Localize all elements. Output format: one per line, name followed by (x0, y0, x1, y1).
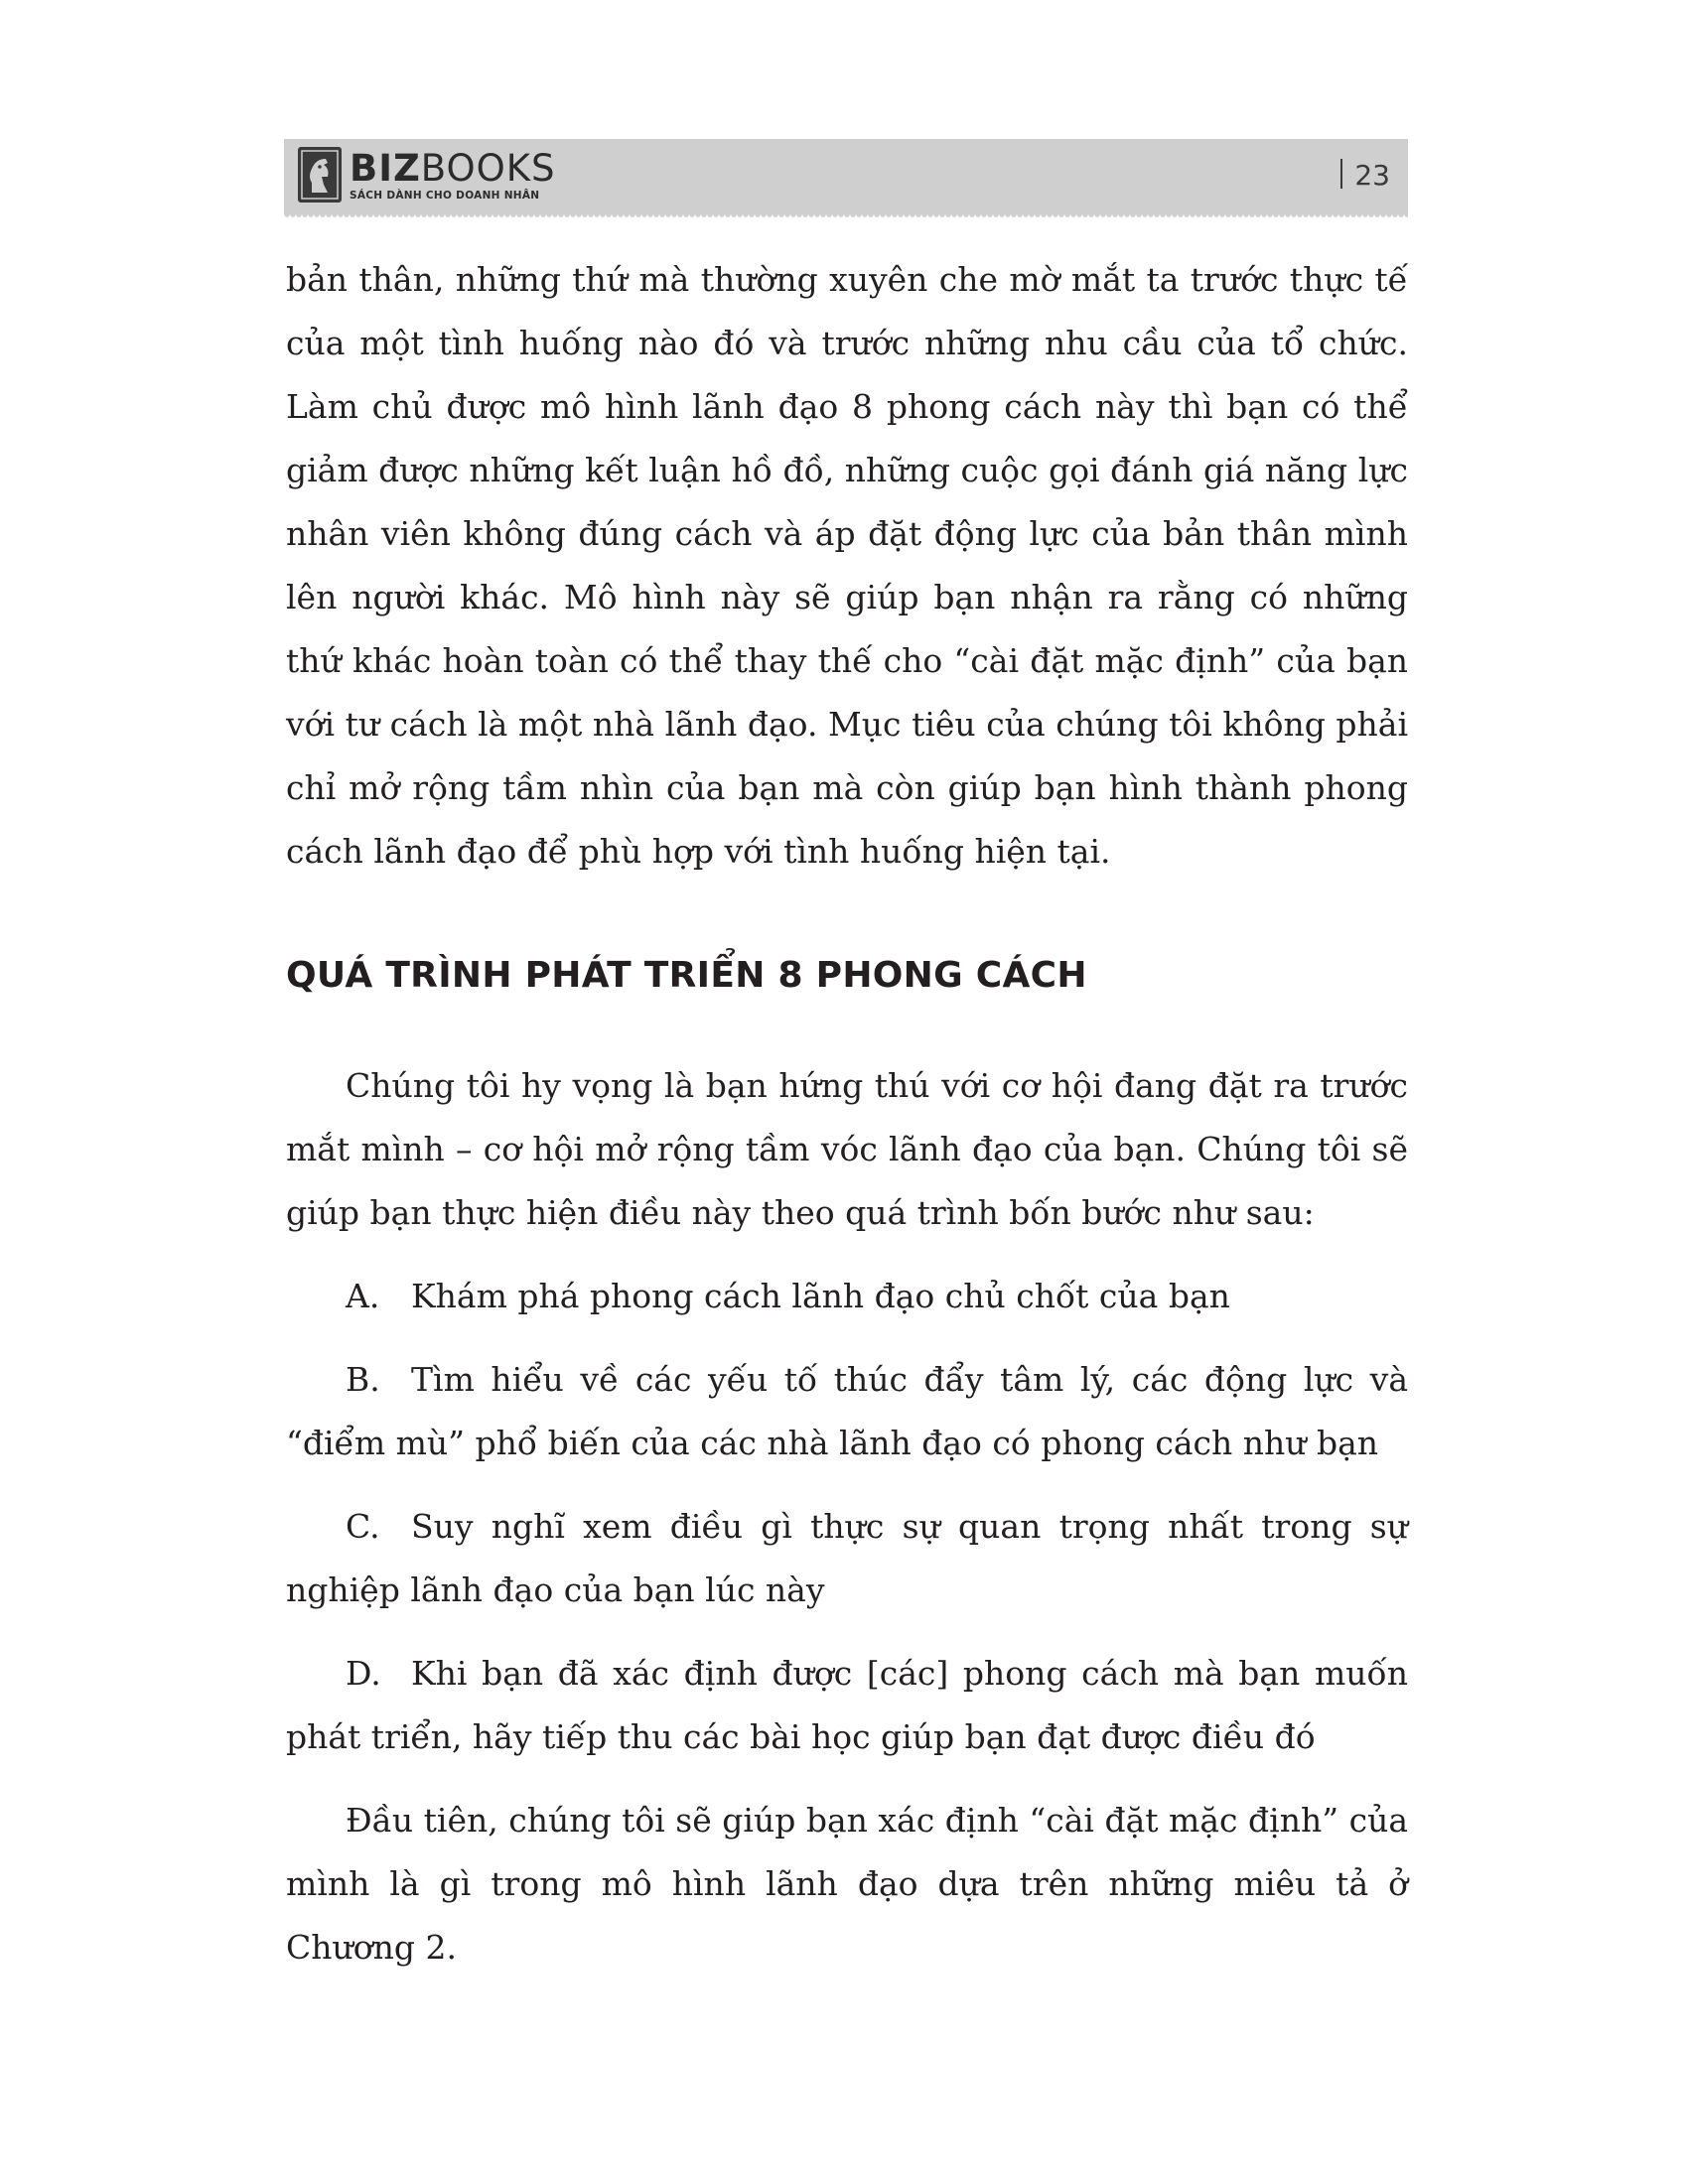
page-body (286, 248, 1408, 1979)
brand-name: BIZBOOKS (350, 146, 556, 190)
step-item-a: A. Khám phá phong cách lãnh đạo chủ chốt của bạn (346, 1277, 1230, 1315)
step-item-c: C. Suy nghĩ xem điều gì thực sự quan trọng nhất trong sự nghiệp lãnh đạo của bạn lúc này (286, 1507, 1408, 1609)
closing-paragraph: Đầu tiên, chúng tôi sẽ giúp bạn xác định “cài đặt mặc định” của mình là gì trong mô hình lãnh đạo dựa trên những miêu tả ở Chương 2. (286, 1801, 1408, 1967)
intro-paragraph: bản thân, những thứ mà thường xuyên che mờ mắt ta trước thực tế của một tình huống nào đó và trước những nhu cầu của tổ chức. Làm chủ được mô hình lãnh đạo 8 phong cách này thì bạn có thể giảm được những kết luận hồ đồ, những cuộc gọi đánh giá năng lực nhân viên không đúng cách và áp đặt động lực của bản thân mình lên người khác. Mô hình này sẽ giúp bạn nhận ra rằng có những thứ khác hoàn toàn có thể thay thế cho “cài đặt mặc định” của bạn với tư cách là một nhà lãnh đạo. Mục tiêu của chúng tôi không phải chỉ mở rộng tầm nhìn của bạn mà còn giúp bạn hình thành phong cách lãnh đạo để phù hợp với tình huống hiện tại. (286, 260, 1408, 871)
page-number-divider (1340, 159, 1342, 189)
bizbooks-logo (298, 147, 556, 203)
section-heading: QUÁ TRÌNH PHÁT TRIỂN 8 PHONG CÁCH (286, 955, 1087, 996)
running-header (284, 139, 1408, 214)
page-number: 23 (1340, 159, 1390, 192)
knight-head-icon (298, 147, 342, 203)
step-item-d: D. Khi bạn đã xác định được [các] phong cách mà bạn muốn phát triển, hãy tiếp thu các bài học giúp bạn đạt được điều đó (286, 1654, 1408, 1756)
step-item-b: B. Tìm hiểu về các yếu tố thúc đẩy tâm lý, các động lực và “điểm mù” phổ biến của các nhà lãnh đạo có phong cách như bạn (286, 1360, 1408, 1462)
section-intro-paragraph: Chúng tôi hy vọng là bạn hứng thú với cơ hội đang đặt ra trước mắt mình – cơ hội mở rộng tầm vóc lãnh đạo của bạn. Chúng tôi sẽ giúp bạn thực hiện điều này theo quá trình bốn bước như sau: (286, 1066, 1408, 1232)
brand-tagline: SÁCH DÀNH CHO DOANH NHÂN (350, 189, 540, 202)
